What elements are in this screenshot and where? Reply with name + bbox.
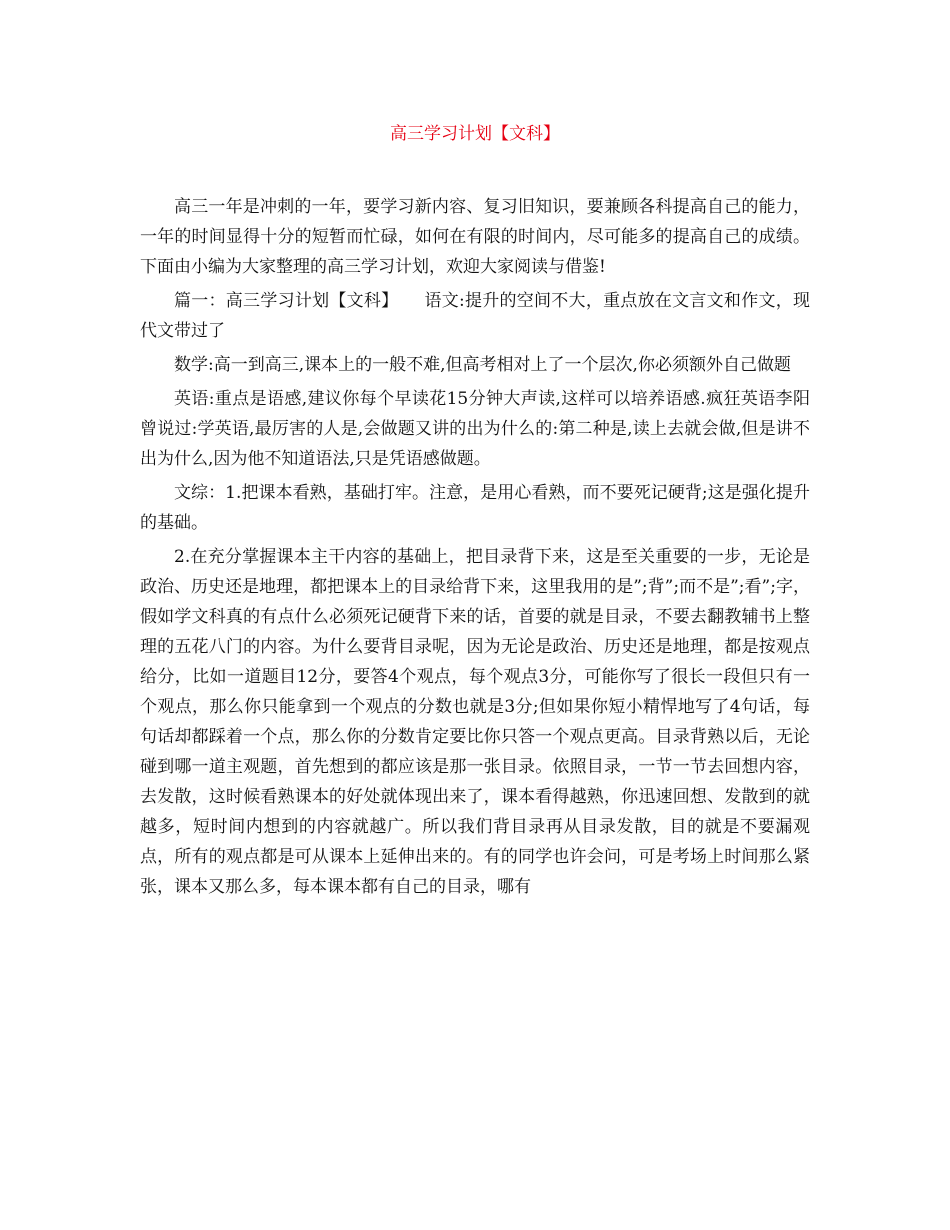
paragraph-intro: 高三一年是冲刺的一年，要学习新内容、复习旧知识，要兼顾各科提高自己的能力，一年的时间显得十分的短暂而忙碌，如何在有限的时间内，尽可能多的提高自己的成绩。下面由小编为大家整理的高三学习计划，欢迎大家阅读与借鉴! [140, 197, 810, 277]
paragraph-liberal-arts-2: 2.在充分掌握课本主干内容的基础上，把目录背下来，这是至关重要的一步，无论是政治、历史还是地理，都把课本上的目录给背下来，这里我用的是”;背”;而不是”;看”;字，假如学文科真的有点什么必须死记硬背下来的话，首要的就是目录，不要去翻教辅书上整理的五花八门的内容。为什么要背目录呢，因为无论是政治、历史还是地理，都是按观点给分，比如一道题目12分，要答4个观点，每个观点3分，可能你写了很长一段但只有一个观点，那么你只能拿到一个观点的分数也就是3分;但如果你短小精悍地写了4句话，每句话却都踩着一个点，那么你的分数肯定要比你只答一个观点更高。目录背熟以后，无论碰到哪一道主观题，首先想到的都应该是那一张目录。依照目录，一节一节去回想内容，去发散，这时候看熟课本的好处就体现出来了，课本看得越熟，你迅速回想、发散到的就越多，短时间内想到的内容就越广。所以我们背目录再从目录发散，目的就是不要漏观点，所有的观点都是可从课本上延伸出来的。有的同学也许会问，可是考场上时间那么紧张，课本又那么多，每本课本都有自己的目录，哪有 [140, 547, 810, 897]
document-page [140, 120, 810, 902]
paragraph-english: 英语:重点是语感,建议你每个早读花15分钟大声读,这样可以培养语感.疯狂英语李阳曾说过:学英语,最厉害的人是,会做题又讲的出为什么的:第二种是,读上去就会做,但是讲不出为什么,因为他不知道语法,只是凭语感做题。 [140, 389, 810, 469]
document-title: 高三学习计划【文科】 [390, 124, 560, 144]
paragraph-chinese: 篇一：高三学习计划【文科】 语文:提升的空间不大，重点放在文言文和作文，现代文带过了 [140, 291, 810, 341]
paragraph-math: 数学:高一到高三,课本上的一般不难,但高考相对上了一个层次,你必须额外自己做题 [174, 355, 791, 375]
paragraph-liberal-arts-1: 文综：1.把课本看熟，基础打牢。注意，是用心看熟，而不要死记硬背;这是强化提升的基础。 [140, 483, 810, 533]
